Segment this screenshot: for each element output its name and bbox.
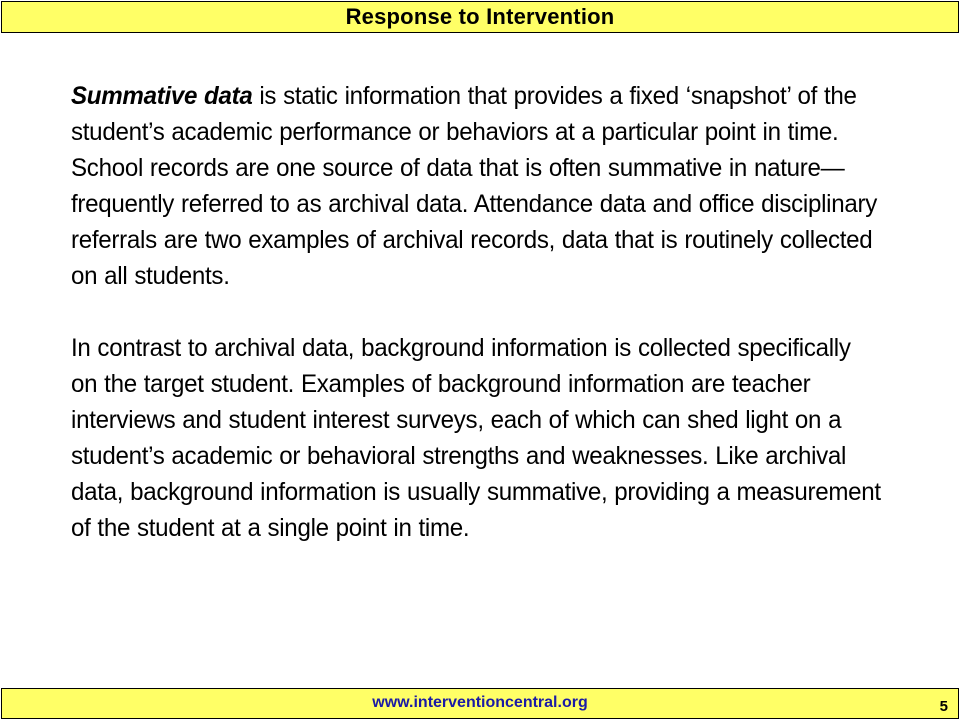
term-summative-data: Summative data: [71, 82, 253, 110]
paragraph-2-text: In contrast to archival data, background information is collected specifically on the target student. Examples of background information are teacher interviews and student interest surveys, each of which can shed light on a student’s academic or behavioral strengths and weaknesses. Like archival data, background information is usually summative, providing a measurement of the student at a single point in time.: [71, 334, 881, 542]
slide-title: Response to Intervention: [345, 4, 615, 29]
header-band: [1, 1, 959, 33]
paragraph-background-information: [71, 330, 882, 546]
paragraph-summative-data: [71, 78, 882, 294]
paragraph-1-text: is static information that provides a fixed ‘snapshot’ of the student’s academic performance or behaviors at a particular point in time. School records are one source of data that is often summative in nature—frequently referred to as archival data. Attendance data and office disciplinary referrals are two examples of archival records, data that is routinely collected on all students.: [71, 82, 878, 290]
footer-band: [1, 688, 959, 719]
slide-body: [71, 78, 882, 582]
page-number: 5: [939, 698, 948, 715]
website-link[interactable]: www.interventioncentral.org: [372, 694, 588, 711]
